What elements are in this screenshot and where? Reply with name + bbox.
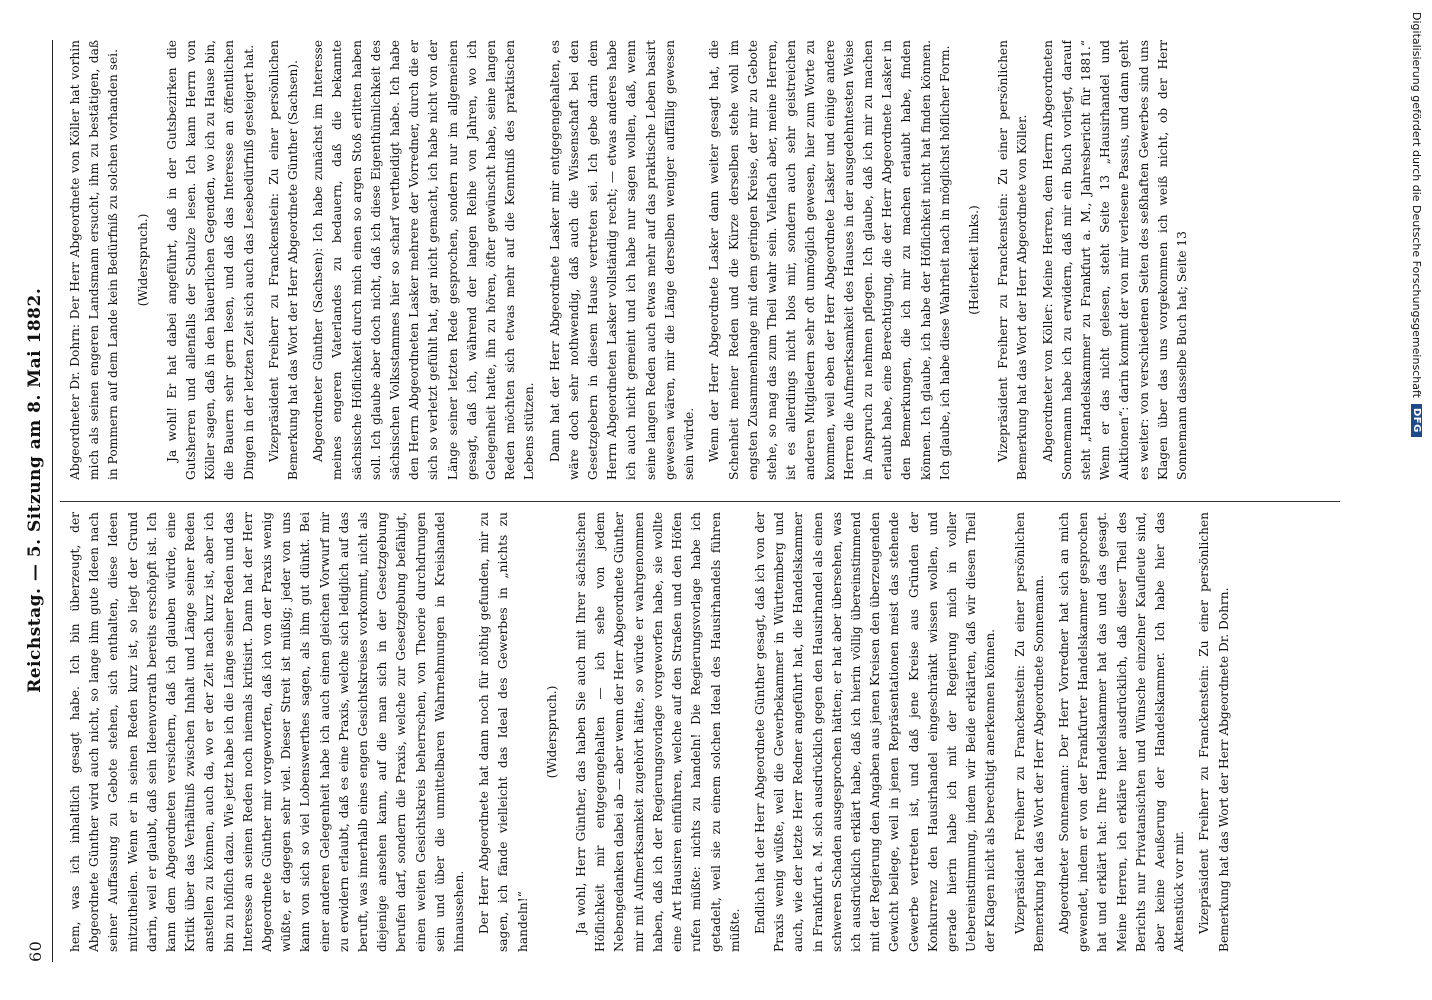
- paragraph: Abgeordneter Günther (Sachsen): Ich habe zunächst im Interesse meines engeren Vaterlandes zu bedauern, daß die bekannte sächsische Höflichkeit durch mich einen so argen Stoß erlitten haben soll. Ich glaube aber doch nicht, daß ich diese Eigenthümlichkeit des sächsischen Volksstammes hier so scharf vertheidigt habe. Ich habe den Herrn Abgeordneten Lasker mehrere der Vorredner, durch die er sich so verletzt gefühlt hat, gar nicht gemacht, ich habe nicht von der Länge seiner letzten Rede gesprochen, sondern nur im allgemeinen gesagt, daß ich, während der langen Reihe von Jahren, wo ich Gelegenheit hatte, ihn zu hören, öfter gewünscht habe, seine langen Reden möchten sich etwas mehr auf die Kenntniß des praktischen Lebens stützen.: [311, 40, 537, 480]
- stage-direction: (Heiterkeit links.): [966, 205, 981, 315]
- text-column-right: [66, 40, 1350, 480]
- stage-direction: (Widerspruch.): [544, 685, 559, 779]
- text-column-left: [66, 512, 1350, 952]
- page-number: 60: [25, 940, 45, 962]
- paragraph: Vizepräsident Freiherr zu Franckenstein: Zu einer persönlichen Bemerkung hat das Wort der Herr Abgeordnete von Köller.: [996, 40, 1030, 480]
- paragraph: Abgeordneter von Köller: Meine Herren, dem Herrn Abgeordneten Sonnemann habe ich zu erwidern, daß mir ein Buch vorliegt, darauf steht „Handelskammer zu Frankfurt a. M., Jahresbericht für 1881.“ Wenn er das nicht gelesen, steht Seite 13 „Hausirhandel und Auktionen“: darin kommt der von mir verlesene Passus, und dann geht es weiter: von verschiedenen Seiten des seßhaften Gewerbes sind uns Klagen über das uns vorgekommen ich weiß nicht, ob der Herr Sonnemann dasselbe Buch hat; Seite 13: [1040, 40, 1189, 480]
- column-divider: [60, 501, 1340, 502]
- paragraph: Der Herr Abgeordnete hat dann noch für nöthig gefunden, mir zu sagen, ich fände vielleicht das Ideal des Gewerbes in „nichts zu handeln!“: [477, 512, 530, 952]
- paragraph: Vizepräsident Freiherr zu Franckenstein: Zu einer persönlichen Bemerkung hat das Wort der Herr Abgeordnete Sonnemann.: [1012, 512, 1046, 952]
- paragraph: Ja wohl! Er hat dabei angeführt, daß in der Gutsbezirken die Gutsherren und allenfalls der Schulze lesen. Ich kann Herrn von Köller sagen, daß in den bäuerlichen Gegenden, wo ich zu Hause bin, die Bauern sehr gern lesen, und daß das Interesse an öffentlichen Dingen in der letzten Zeit sich auch das Lesebedürfniß gesteigert hat.: [164, 40, 256, 480]
- paragraph: Abgeordneter Dr. Dohrn: Der Herr Abgeordnete von Köller hat vorhin mich als seinen engeren Landsmann ersucht, ihm zu bestätigen, daß in Pommern auf dem Lande kein Bedürfniß zu solchen vorhanden sei.: [68, 40, 121, 480]
- paragraph: Abgeordneter Sonnemann: Der Herr Vorredner hat sich an mich gewendet, indem er von der Frankfurter Handelskammer gesprochen hat und erklärt hat: Ihre Handelskammer hat das und das gesagt. Meine Herren, ich erkläre hier ausdrücklich, daß dieser Theil des Berichts nur Privatansichten und Wünsche einzelner Kaufleute sind, aber keine Aeußerung der Handelskammer. Ich habe hier das Aktenstück vor mir.: [1056, 512, 1187, 952]
- paragraph: Vizepräsident Freiherr zu Franckenstein: Zu einer persönlichen Bemerkung hat das Wort der Herr Abgeordnete Dr. Dohrn.: [1197, 512, 1231, 952]
- paragraph: Wenn der Herr Abgeordnete Lasker dann weiter gesagt hat, die Schenheit meiner Reden und die Kürze derselben stehe wohl im engsten Zusammenhange mit dem geringen Kreise, der mir zu Gebote stehe, so mag das zum Theil wahr sein. Vielfach aber, meine Herren, ist es allerdings nicht blos mir, sondern auch sehr geistreichen anderen Mitgliedern sehr oft unmöglich gewesen, hier zum Worte zu kommen, weil eben der Herr Abgeordnete Lasker und einige andere Herren die Aufmerksamkeit des Hauses in der ausgedehntesten Weise in Anspruch zu nehmen pflegen. Ich glaube, daß ich mir zu machen erlaubt habe, eine Berechtigung, die der Herr Abgeordnete Lasker in den Bemerkungen, die ich mir zu machen erlaubt habe, finden können. Ich glaube, ich habe der Höflichkeit nicht hat finden können. Ich glaube, ich habe diese Wahrheit nach in möglichst höflicher Form.: [707, 40, 952, 480]
- dfg-notice-text: Digitalisierung gefördert durch die Deutsche Forschungsgemeinschaft: [1410, 12, 1424, 398]
- dfg-logo: DFG: [1412, 404, 1423, 437]
- stage-direction: (Widerspruch.): [135, 213, 150, 307]
- paragraph: hem, was ich inhaltlich gesagt habe. Ich bin überzeugt, der Abgeordnete Günther wird auch nicht, so lange ihm gute Ideen nach seiner Auffassung zu Gebote stehen, sich enthalten, diese Ideen mitzutheilen. Wenn er in seinen Reden kurz ist, so liegt der Grund darin, weil er glaubt, daß sein Ideenvorrath bereits erschöpft ist. Ich kann dem Abgeordneten versichern, daß ich glauben würde, eine Kritik über das Verhältniß zwischen Inhalt und Länge seiner Reden anstellen zu können, auch da, wo er der Zeit nach kurz ist, aber ich bin zu höflich dazu. Wie jetzt habe ich die Länge seiner Reden und das Interesse an seinen Reden noch niemals kritisirt. Dann hat der Herr Abgeordnete Günther mir vorgeworfen, daß ich von der Praxis wenig wüßte, er dagegen sehr viel. Dieser Streit ist müßig; jeder von uns kann von sich so viel Lobenswerthes sagen, als ihm gut dünkt. Bei einer anderen Gelegenheit habe ich auch einen gleichen Vorwurf mir zu erwidern erlaubt, daß es eine Praxis, welche sich lediglich auf das beruft, was innerhalb eines engen Gesichtskreises vorkommt, nicht als diejenige ansehen kann, auf die man sich in der Gesetzgebung berufen darf, sondern die Praxis, welche zur Gesetzgebung befähigt, einen weiten Gesichtskreis beherrschen, von Theorie durchdrungen sein und über die unmittelbaren Wahrnehmungen in Kreishandel hinaussehen.: [68, 512, 467, 952]
- paragraph: Endlich hat der Herr Abgeordnete Günther gesagt, daß ich von der Praxis wenig wüßte, weil die Gewerbekammer in Württemberg und auch, wie der letzte Herr Redner angeführt hat, die Handelskammer in Frankfurt a. M. sich ausdrücklich gegen den Hausirhandel als einen schweren Schaden ausgesprochen hätten; er hat aber übersehen, was ich ausdrücklich erklärt habe, daß ich hierin völlig übereinstimmend mit der Regierung den Angaben aus jenen Kreisen den überzeugenden Gewicht beilege, weil in jenen Repräsentationen meist das stehende Gewerbe vertreten ist, und daß jene Kreise aus Gründen der Konkurrenz den Hausirhandel eingeschränkt wissen wollen, und gerade hierin habe ich mit der Regierung mich in voller Uebereinstimmung, indem wir Beide erklärten, daß wir diesen Theil der Klagen nicht als berechtigt anerkennen können.: [752, 512, 998, 952]
- dfg-margin-notice: [1402, 0, 1432, 1000]
- paragraph: Ja wohl, Herr Günther, das haben Sie auch mit Ihrer sächsischen Höflichkeit mir entgegengehalten — ich sehe von jedem Nebengedanken dabei ab — aber wenn der Herr Abgeordnete Günther mir mit Aufmerksamkeit zugehört hätte, so würde er wahrgenommen haben, daß ich der Regierungsvorlage vorgeworfen habe, sie wollte eine Art Hausiren einführen, welche auf den Straßen und den Höfen rufen müßte: nichts zu handeln! Die Regierungsvorlage habe ich getadelt, weil sie zu einem solchen Ideal des Hausirhandels führen müßte.: [574, 512, 742, 952]
- paragraph: Dann hat der Herr Abgeordnete Lasker mir entgegengehalten, es wäre doch sehr nothwendig, daß auch die Wissenschaft bei den Gesetzgebern in diesem Hause vertreten sei. Ich gebe darin dem Herrn Abgeordneten Lasker vollständig recht; — etwas anderes habe ich auch nicht gemeint und ich habe nur sagen wollen, daß, wenn seine langen Reden auch etwas mehr auf das praktische Leben basirt gewesen wären, mir die Länge derselben weniger auffällig gewesen sein würde.: [547, 40, 697, 480]
- paragraph: Vizepräsident Freiherr zu Franckenstein: Zu einer persönlichen Bemerkung hat das Wort der Herr Abgeordnete Günther (Sachsen).: [266, 40, 301, 480]
- page-header: [22, 40, 48, 962]
- running-title: Reichstag. — 5. Sitzung am 8. Mai 1882.: [25, 287, 45, 693]
- header-rule: [52, 40, 53, 962]
